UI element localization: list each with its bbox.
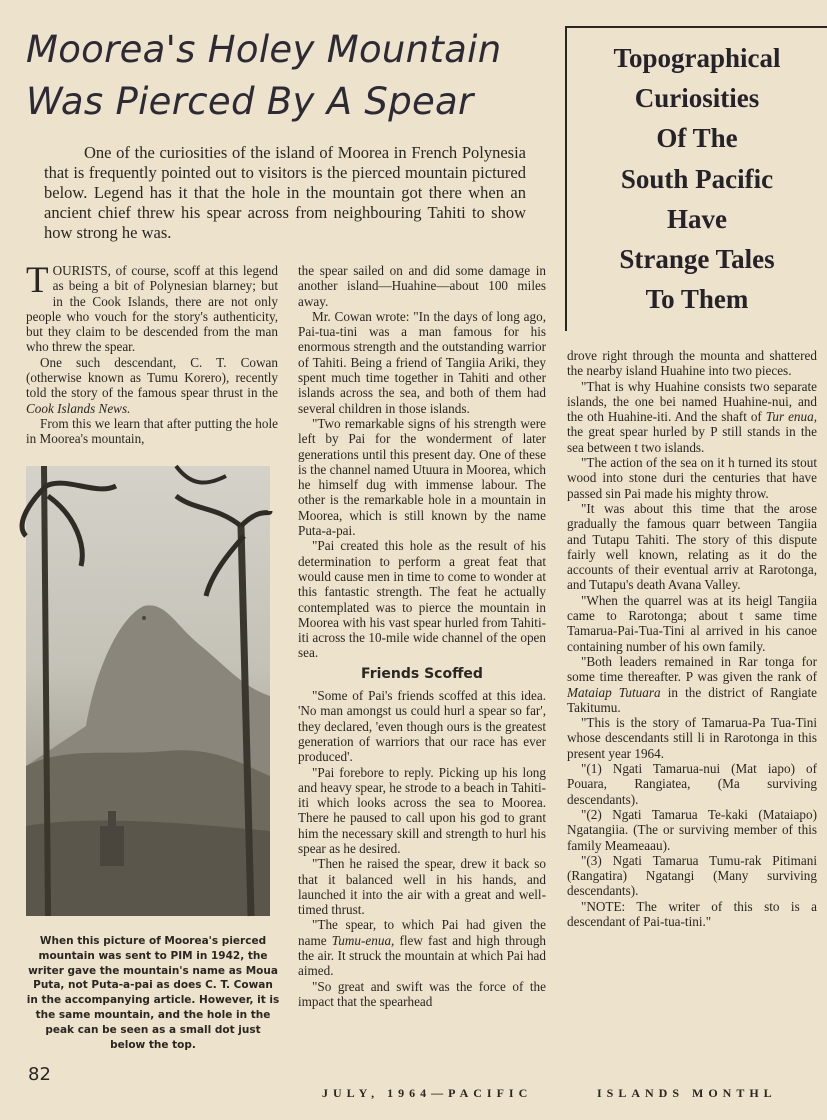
paragraph: "Then he raised the spear, drew it back so that it balanced well in his hands, and launched it into the air with a great and well-timed thrust. xyxy=(298,856,546,918)
paragraph: "The spear, to which Pai had given the name Tumu-enua, flew fast and high through the air. It struck the mountain at which Pai had aimed. xyxy=(298,917,547,979)
pierced-mountain-illustration xyxy=(26,466,270,916)
photo-caption: When this picture of Moorea's pierced mountain was sent to PIM in 1942, the writer gave the mountain's name as Moua Puta, not Puta-a-pai as does C. T. Cowan in the accompanying article. However, it is the same mountain, and the hole in the peak can be seen as a small dot just below the top. xyxy=(26,935,280,1051)
paragraph: "(3) Ngati Tamarua Tumu-rak Pitimani (Rangatira) Ngatangi (Many surviving descendants). xyxy=(567,852,817,899)
box-line: Topographical xyxy=(613,43,781,73)
intro-paragraph: One of the curiosities of the island of Moorea in French Polynesia that is frequently pointed out to visitors is the pierced mountain pictured below. Legend has it that the hole in the mountain got there when an ancient chief threw his spear across from neighbouring Tahiti to show how strong he was. xyxy=(44,143,526,242)
paragraph: TOURISTS, of course, scoff at this legend as being a bit of Polynesian blarney; but in the Cook Islands, there are not only people who vouch for the story's authenticity, but they claim to be descended from the man who threw the spear. xyxy=(26,260,278,355)
paragraph: "(1) Ngati Tamarua-nui (Mat iapo) of Pouara, Rangiatea, (Ma surviving descendants). xyxy=(567,761,817,807)
paragraph: "That is why Huahine consists two separate islands, the one bei named Huahine-nui, and the oth Huahine-iti. And the shaft of Tur enua, the great spear hurled by P still stands in the sea between t two islands. xyxy=(567,378,818,455)
rank-title: Mataiap Tutuara xyxy=(567,684,661,700)
paragraph: "(2) Ngati Tamarua Te-kaki (Mataiapo) Ngatangiia. (The or surviving member of this family Meameaau). xyxy=(567,806,817,853)
subheading: Friends Scoffed xyxy=(361,665,483,682)
box-headline xyxy=(567,28,827,319)
topographical-series-box xyxy=(565,26,827,331)
article-column-3 xyxy=(567,348,817,929)
title-line-1: Moorea's Holey Mountain xyxy=(26,28,502,71)
article-column-2 xyxy=(298,263,546,1009)
paragraph: "NOTE: The writer of this sto is a descendant of Pai-tua-tini." xyxy=(567,898,817,929)
paragraph: "It was about this time that the arose gradually the famous quarr between Tangiia and Tutapu Tahiti. The story of this dispute fairly well known, relating as it do the accounts of their eventual arriv at Rarotonga, and Tutapu's death Avana Valley. xyxy=(567,500,817,593)
article-title xyxy=(26,24,546,128)
paragraph: "When the quarrel was at its heigl Tangiia came to Rarotonga; about t same time Tamarua-Pai-Tua-Tini al arrived in his canoe containing number of his own family. xyxy=(567,592,817,654)
paragraph: Mr. Cowan wrote: "In the days of long ago, Pai-tua-tini was a man famous for his enormous strength and the outstanding warrior of Tahiti. Being a friend of Tangiia Ariki, they spent much time together in Tahiti and other islands across the sea, and both of them had several children in those islands. xyxy=(298,308,546,416)
paragraph: "The action of the sea on it h turned its stout wood into stone duri the centuries that have passed sin Pai made his mighty throw. xyxy=(567,455,817,501)
spear-name: Tur enua, xyxy=(765,409,818,425)
paragraph: One such descendant, C. T. Cowan (otherwise known as Tumu Korero), recently told the story of the famous spear thrust in the Cook Islands News. xyxy=(26,354,278,416)
paragraph: "Both leaders remained in Rar tonga for some time thereafter. P was given the rank of Mataiap Tutuara in the district of Rangiate Takitumu. xyxy=(567,653,818,715)
spear-name: Tumu-enua, xyxy=(331,932,395,948)
title-line-2: Was Pierced By A Spear xyxy=(26,80,474,123)
paragraph: "Two remarkable signs of his strength were left by Pai for the wonderment of later generations until this present day. One of these is the channel named Utuura in Moorea, which he himself dug with immense labour. The other is the remarkable hole in a mountain in Moorea, which is still known by the name Puta-a-pai. xyxy=(298,415,546,539)
paragraph: "This is the story of Tamarua-Pa Tua-Tini whose descendants still li in Rarotonga in this present year 1964. xyxy=(567,715,817,761)
footer-date-publication: JULY, 1964—PACIFIC xyxy=(322,1086,533,1100)
publication-name: Cook Islands News. xyxy=(26,400,131,416)
box-line: Have xyxy=(667,203,727,234)
page-number: 82 xyxy=(28,1064,51,1085)
paragraph: From this we learn that after putting the hole in Moorea's mountain, xyxy=(26,415,278,447)
article-column-1 xyxy=(26,260,278,447)
mountain-photo xyxy=(26,466,270,916)
box-line: Of The xyxy=(656,123,738,154)
paragraph: "Pai created this hole as the result of his determination to perform a great feat that would cause men in time to come to wonder at this fantastic strength. The feat he actually contemplated was to pierce the mountain in Moorea with his vast spear hurled from Tahiti-iti across the 10-mile wide channel of the open sea. xyxy=(298,538,546,661)
paragraph: "So great and swift was the force of the impact that the spearhead xyxy=(298,978,546,1009)
paragraph: the spear sailed on and did some damage in another island—Huahine—about 100 miles away. xyxy=(298,263,546,309)
paragraph: drove right through the mounta and shattered the nearby island Huahine into two pieces. xyxy=(567,348,817,379)
box-line: To Them xyxy=(645,284,749,315)
paragraph: "Some of Pai's friends scoffed at this idea. 'No man amongst us could hurl a spear so far', they declared, 'even though ours is the greatest generation of warriors that our race has ever produced'. xyxy=(298,688,546,765)
drop-cap: T xyxy=(26,260,49,301)
paragraph: "Pai forebore to reply. Picking up his long and heavy spear, he strode to a beach in Tahiti-iti which looks across the sea to Moorea. There he paused to call upon his god to grant him the necessary skill and strength to hurl his spear as he desired. xyxy=(298,764,546,856)
box-line: Strange Tales xyxy=(619,244,775,275)
box-line: Curiosities xyxy=(634,83,760,114)
box-line: South Pacific xyxy=(620,163,774,194)
footer-publication-name: ISLANDS MONTHL xyxy=(597,1086,777,1100)
